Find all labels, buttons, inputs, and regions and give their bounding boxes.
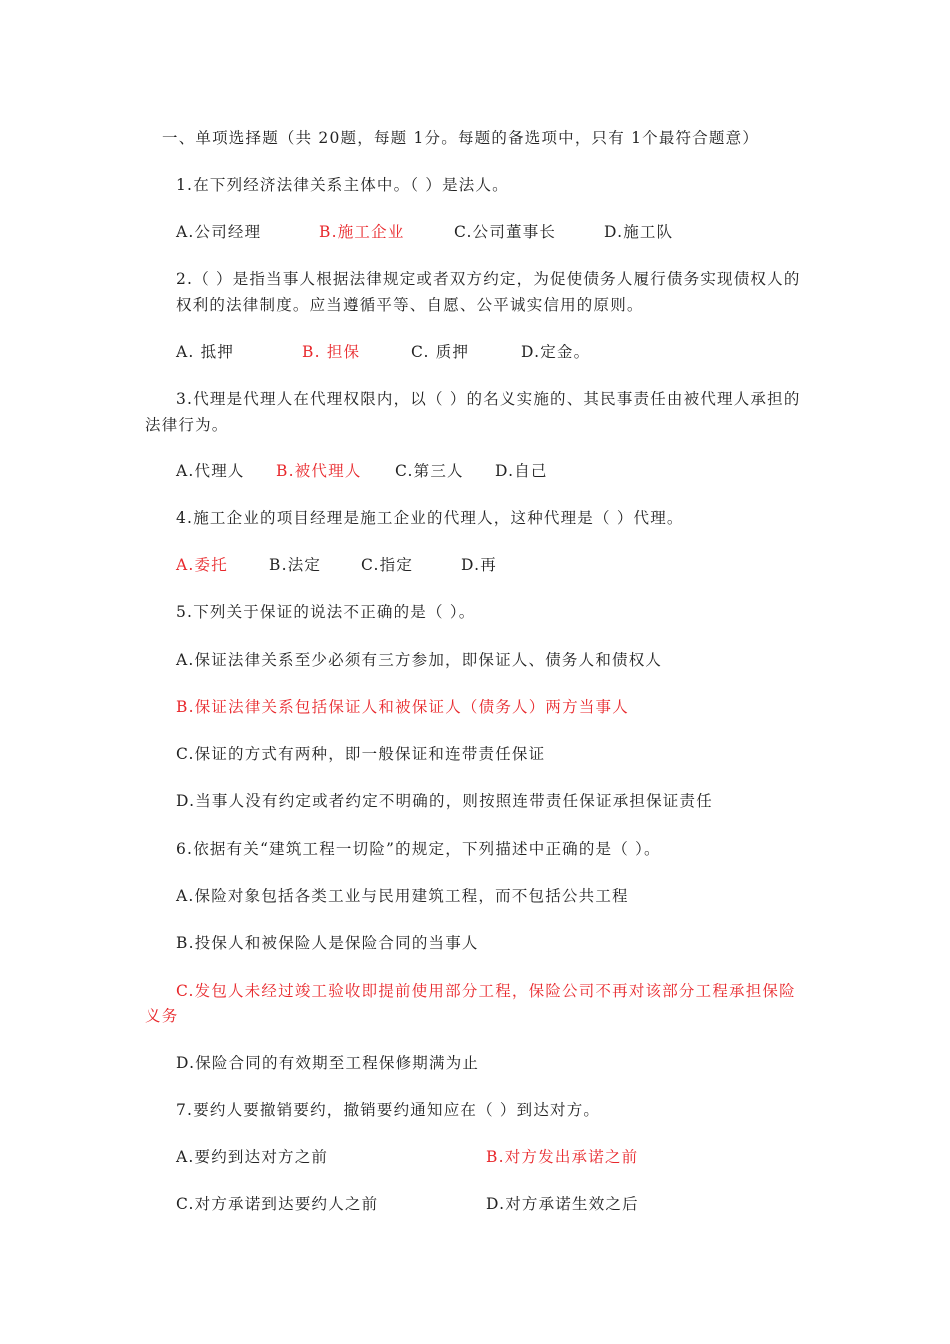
q3-option-c: C.第三人	[395, 462, 464, 480]
q6-option-c-answer: C.发包人未经过竣工验收即提前使用部分工程，保险公司不再对该部分工程承担保险	[176, 982, 796, 1000]
q2-option-c: C. 质押	[411, 343, 470, 361]
q1-option-d: D.施工队	[604, 223, 674, 241]
section-title: 一、单项选择题（共 20题，每题 1分。每题的备选项中，只有 1个最符合题意）	[162, 129, 760, 147]
q6-option-d: D.保险合同的有效期至工程保修期满为止	[176, 1054, 480, 1072]
question-2-stem-line-2: 权利的法律制度。应当遵循平等、自愿、公平诚实信用的原则。	[176, 296, 644, 314]
q3-option-a: A.代理人	[176, 462, 245, 480]
q5-option-d: D.当事人没有约定或者约定不明确的，则按照连带责任保证承担保证责任	[176, 792, 713, 810]
q1-option-b-answer: B.施工企业	[319, 223, 405, 241]
q6-option-b: B.投保人和被保险人是保险合同的当事人	[176, 934, 479, 952]
question-3-stem-line-2: 法律行为。	[145, 416, 229, 434]
q2-option-d: D.定金。	[521, 343, 591, 361]
q4-option-a-answer: A.委托	[176, 556, 228, 574]
q6-option-a: A.保险对象包括各类工业与民用建筑工程，而不包括公共工程	[176, 887, 629, 905]
q5-option-b-answer: B.保证法律关系包括保证人和被保证人（债务人）两方当事人	[176, 698, 629, 716]
q4-option-b: B.法定	[269, 556, 322, 574]
q4-option-c: C.指定	[361, 556, 414, 574]
q3-option-d: D.自己	[495, 462, 548, 480]
question-4-stem: 4.施工企业的项目经理是施工企业的代理人，这种代理是（ ）代理。	[176, 509, 684, 527]
question-3-stem-line-1: 3.代理是代理人在代理权限内，以（ ）的名义实施的、其民事责任由被代理人承担的	[176, 390, 801, 408]
q3-option-b-answer: B.被代理人	[276, 462, 362, 480]
q5-option-a: A.保证法律关系至少必须有三方参加，即保证人、债务人和债权人	[176, 651, 663, 669]
q6-option-c-answer-continued: 义务	[145, 1007, 179, 1025]
q4-option-d: D.再	[461, 556, 497, 574]
q7-option-a: A.要约到达对方之前	[176, 1148, 329, 1166]
q1-option-a: A.公司经理	[176, 223, 262, 241]
question-2-stem-line-1: 2.（ ）是指当事人根据法律规定或者双方约定，为促使债务人履行债务实现债权人的	[176, 270, 801, 288]
question-5-stem: 5.下列关于保证的说法不正确的是（ ）。	[176, 603, 476, 621]
q2-option-b-answer: B. 担保	[302, 343, 361, 361]
question-6-stem: 6.依据有关“建筑工程一切险”的规定，下列描述中正确的是（ ）。	[176, 840, 661, 858]
q7-option-c: C.对方承诺到达要约人之前	[176, 1195, 379, 1213]
question-1-stem: 1.在下列经济法律关系主体中。（ ）是法人。	[176, 176, 509, 194]
q7-option-d: D.对方承诺生效之后	[486, 1195, 639, 1213]
q2-option-a: A. 抵押	[176, 343, 235, 361]
question-7-stem: 7.要约人要撤销要约，撤销要约通知应在（ ）到达对方。	[176, 1101, 601, 1119]
q5-option-c: C.保证的方式有两种，即一般保证和连带责任保证	[176, 745, 546, 763]
q7-option-b-answer: B.对方发出承诺之前	[486, 1148, 639, 1166]
q1-option-c: C.公司董事长	[454, 223, 557, 241]
